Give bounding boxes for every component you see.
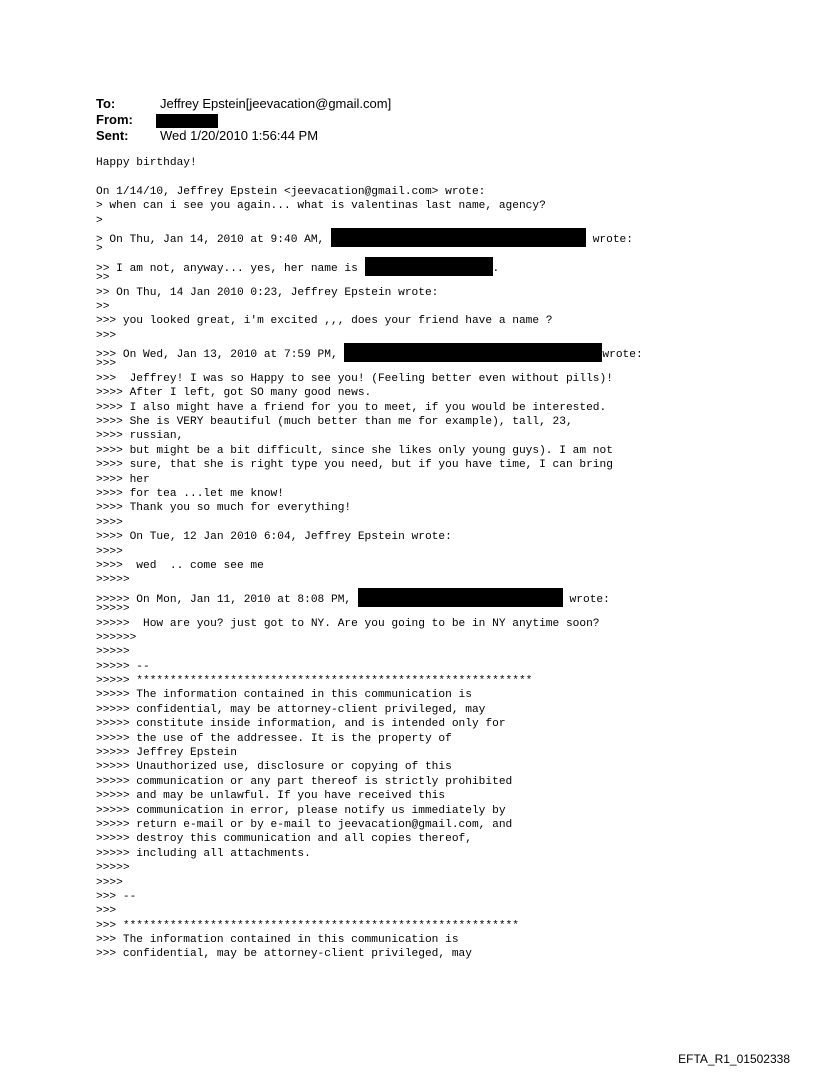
body-line: >>>> [96,545,123,558]
from-label: From: [96,112,133,127]
body-line: >>> [96,905,117,918]
email-body [96,156,643,962]
body-line: >>>> her [96,473,150,486]
body-line: >>>> but might be a bit difficult, since she likes only young guys). I am not [96,444,613,457]
body-line: >>>>> confidential, may be attorney-client privileged, may [96,703,486,716]
line-text: >>>>> On Mon, Jan 11, 2010 at 8:08 PM, [96,593,358,606]
line-text: . [492,262,500,275]
line-text: wrote: [585,233,633,246]
body-line: >>>>> destroy this communication and all copies thereof, [96,833,472,846]
blank-line [96,170,643,184]
body-line: >>>> [96,876,123,889]
line-text: wrote: [562,593,610,606]
body-line: Happy birthday! [96,157,197,169]
body-line: >>>>> [96,646,130,659]
body-line: >>>>> and may be unlawful. If you have received this [96,790,446,803]
body-line: >>>>> The information contained in this communication is [96,689,472,702]
body-line: >>>>> communication or any part thereof is strictly prohibited [96,775,513,788]
body-line: >>> *********************************************************** [96,919,519,932]
body-line: >>>> wed .. come see me [96,559,264,572]
body-line: >>> [96,358,117,371]
body-line: >>>> On Tue, 12 Jan 2010 6:04, Jeffrey Epstein wrote: [96,531,452,544]
body-line [96,588,643,606]
redaction-block [156,114,218,128]
body-line: >>>>> [96,603,130,616]
body-line: >>> confidential, may be attorney-client privileged, may [96,948,472,961]
body-line: >>>>> the use of the addressee. It is the property of [96,732,452,745]
body-line: >>>> After I left, got SO many good news. [96,387,372,400]
to-label: To: [96,96,116,111]
body-line: >>>>> [96,574,130,587]
body-line: >>>>> How are you? just got to NY. Are you going to be in NY anytime soon? [96,617,600,630]
body-line: >>>>> constitute inside information, and is intended only for [96,718,506,731]
body-line: >> [96,272,110,285]
body-line: >>>>>> [96,631,137,644]
body-line [96,257,643,275]
body-line: >>>>> *********************************************************** [96,675,533,688]
body-line: >>>>> return e-mail or by e-mail to jeevacation@gmail.com, and [96,818,513,831]
body-line: >>> you looked great, i'm excited ,,, does your friend have a name ? [96,315,553,328]
body-line [96,228,643,246]
body-line: >>>> She is VERY beautiful (much better than me for example), tall, 23, [96,416,573,429]
body-line: >>>> russian, [96,430,184,443]
body-line: >>>>> -- [96,660,150,673]
body-line: >>>>> Unauthorized use, disclosure or copying of this [96,761,452,774]
body-line: >>> Jeffrey! I was so Happy to see you! (Feeling better even without pills)! [96,372,613,385]
body-line: >> On Thu, 14 Jan 2010 0:23, Jeffrey Epstein wrote: [96,286,439,299]
body-line: >>>>> [96,862,130,875]
body-line: >>>> Thank you so much for everything! [96,502,352,515]
sent-label: Sent: [96,128,129,143]
to-value: Jeffrey Epstein[jeevacation@gmail.com] [160,96,392,111]
body-line: >>>>> communication in error, please notify us immediately by [96,804,506,817]
body-line: > [96,243,103,256]
body-line: >>>>> including all attachments. [96,847,311,860]
line-text: wrote: [602,349,643,362]
body-line: On 1/14/10, Jeffrey Epstein <jeevacation@gmail.com> wrote: [96,185,486,198]
line-text: >>> On Wed, Jan 13, 2010 at 7:59 PM, [96,349,345,362]
line-text: > On Thu, Jan 14, 2010 at 9:40 AM, [96,233,331,246]
body-line: > [96,214,103,227]
body-line: > when can i see you again... what is valentinas last name, agency? [96,200,546,213]
body-line: >>>> sure, that she is right type you need, but if you have time, I can bring [96,459,613,472]
body-line: >> [96,300,110,313]
sent-value: Wed 1/20/2010 1:56:44 PM [160,128,319,143]
line-text: >> I am not, anyway... yes, her name is [96,262,365,275]
body-line: >>> [96,329,117,342]
body-line: >>>> for tea ...let me know! [96,487,284,500]
body-line: >>>>> Jeffrey Epstein [96,747,237,760]
body-line: >>>> [96,516,123,529]
document-id: EFTA_R1_01502338 [678,1052,790,1066]
body-line: >>> -- [96,890,137,903]
body-line [96,343,643,362]
body-line: >>> The information contained in this communication is [96,934,459,947]
body-line: >>>> I also might have a friend for you to meet, if you would be interested. [96,401,607,414]
